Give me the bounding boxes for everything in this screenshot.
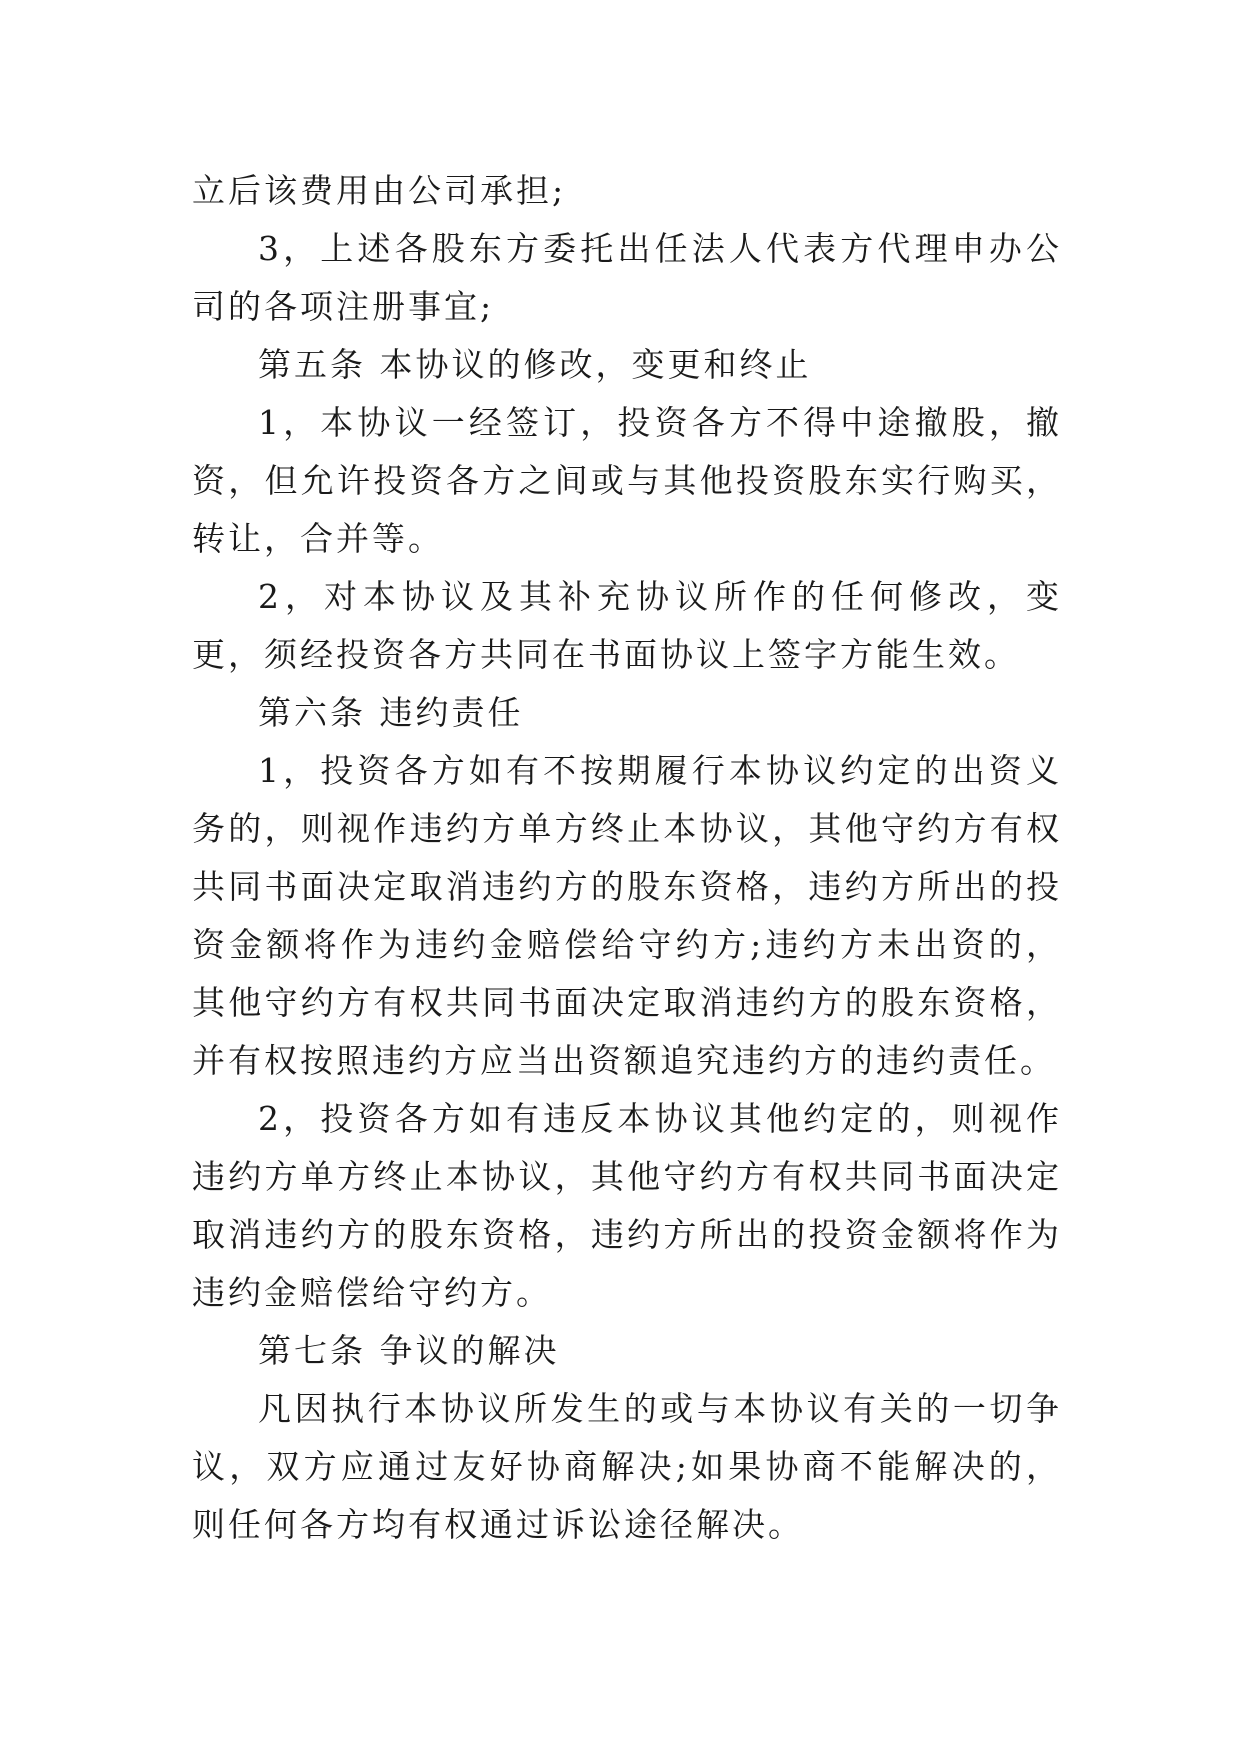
paragraph-clause-5-item-2: 2，对本协议及其补充协议所作的任何修改，变更，须经投资各方共同在书面协议上签字方能生效。 [192, 577, 1062, 674]
paragraph-clause-7: 凡因执行本协议所发生的或与本协议有关的一切争议，双方应通过友好协商解决;如果协商不能解决的，则任何各方均有权通过诉讼途径解决。 [192, 1389, 1062, 1544]
heading-article-7: 第七条 争议的解决 [258, 1331, 560, 1370]
heading-article-6: 第六条 违约责任 [258, 693, 524, 732]
document-body [192, 162, 1062, 1554]
paragraph-clause-6-item-1: 1，投资各方如有不按期履行本协议约定的出资义务的，则视作违约方单方终止本协议，其他守约方有权共同书面决定取消违约方的股东资格，违约方所出的投资金额将作为违约金赔偿给守约方;违约方未出资的，其他守约方有权共同书面决定取消违约方的股东资格，并有权按照违约方应当出资额追究违约方的违约责任。 [192, 751, 1062, 1080]
paragraph-continuation: 立后该费用由公司承担; [192, 171, 567, 210]
paragraph-clause-4-item-3: 3，上述各股东方委托出任法人代表方代理申办公司的各项注册事宜; [192, 229, 1062, 326]
paragraph-clause-6-item-2: 2，投资各方如有违反本协议其他约定的，则视作违约方单方终止本协议，其他守约方有权共同书面决定取消违约方的股东资格，违约方所出的投资金额将作为违约金赔偿给守约方。 [192, 1099, 1062, 1312]
heading-article-5: 第五条 本协议的修改，变更和终止 [258, 345, 812, 384]
paragraph-clause-5-item-1: 1，本协议一经签订，投资各方不得中途撤股，撤资，但允许投资各方之间或与其他投资股东实行购买，转让，合并等。 [192, 403, 1062, 558]
